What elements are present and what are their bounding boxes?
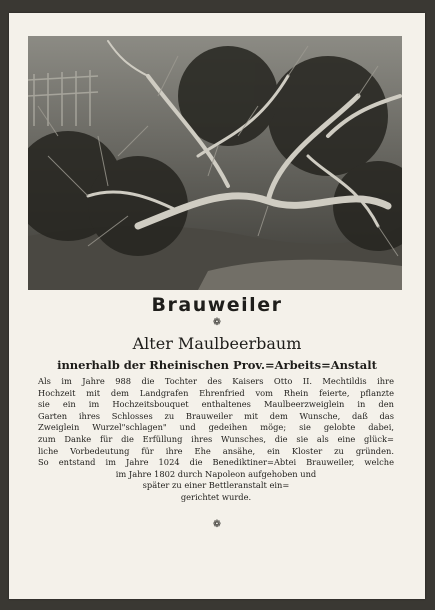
postcard xyxy=(9,13,425,599)
history-text xyxy=(38,376,394,504)
text-line: im Jahre 1802 durch Napoleon aufgehoben und xyxy=(115,468,317,479)
place-title: Brauweiler xyxy=(151,294,283,316)
mulberry-tree-photo xyxy=(28,36,402,290)
text-line: später zu einer Bettleranstalt ein= xyxy=(142,480,290,491)
text-line: So entstand im Jahre 1024 die Benediktiner=Abtei Brauweiler, welche xyxy=(38,457,394,468)
text-line: gerichtet wurde. xyxy=(180,491,252,502)
ornament-icon: ❁ xyxy=(212,519,222,530)
text-line: Garten ihres Schlosses zu Brauweiler mit dem Wunsche, daß das xyxy=(38,410,394,421)
text-line: Hochzeit mit dem Landgrafen Ehrenfried vom Rhein feierte, pflanzte xyxy=(38,387,394,398)
tree-illustration xyxy=(28,36,402,290)
institution-line: innerhalb der Rheinischen Prov.=Arbeits=Anstalt xyxy=(57,358,377,372)
text-line: liche Vorbedeutung für ihre Ehe ansähe, ein Kloster zu gründen. xyxy=(38,445,394,456)
text-line: Als im Jahre 988 die Tochter des Kaisers Otto II. Mechtildis ihre xyxy=(38,376,394,386)
text-line: Zweiglein Wurzel"schlagen" und gedeihen möge; sie gelobte dabei, xyxy=(38,422,394,433)
text-line: sie ein im Hochzeitsbouquet enthaltenes Maulbeerzweiglein in den xyxy=(38,399,394,410)
subtitle: Alter Maulbeerbaum xyxy=(132,334,302,353)
text-line: zum Danke für die Erfüllung ihres Wunsches, die sie als eine glück= xyxy=(38,433,394,444)
ornament-icon: ❁ xyxy=(212,317,222,328)
